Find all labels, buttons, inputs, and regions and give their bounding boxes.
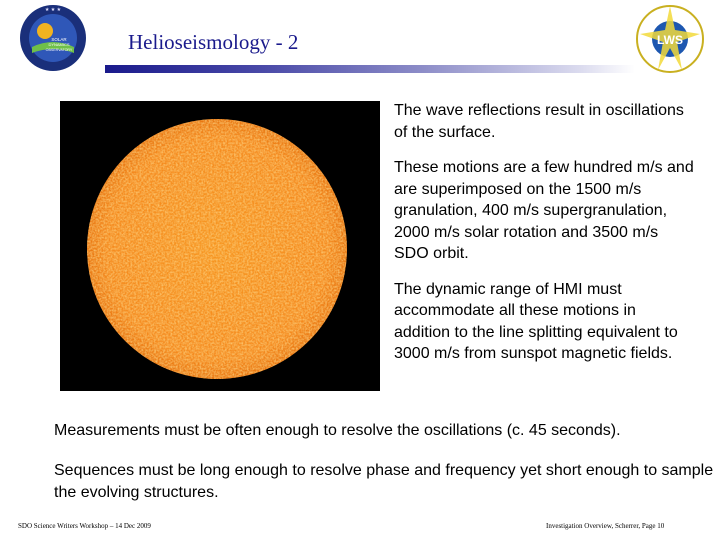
paragraph-dynamic-range: The dynamic range of HMI must accommodate all these motions in addition to the line splitting equivalent to 3000 m/s from sunspot magnetic fields. bbox=[394, 280, 678, 362]
title-underline-bar bbox=[105, 65, 635, 73]
svg-text:★ ★ ★: ★ ★ ★ bbox=[44, 7, 62, 13]
bottom-text-block bbox=[54, 420, 714, 522]
lws-logo bbox=[630, 0, 710, 78]
paragraph-motions: These motions are a few hundred m/s and are superimposed on the 1500 m/s granulation, 400 m/s supergranulation, 2000 m/s solar rotation and 3500 m/s SDO orbit. bbox=[394, 159, 694, 262]
doppler-sun-image bbox=[60, 101, 380, 391]
svg-text:SOLAR: SOLAR bbox=[51, 37, 67, 42]
paragraph-measurements: Measurements must be often enough to resolve the oscillations (c. 45 seconds). bbox=[54, 422, 621, 439]
svg-text:DYNAMICS: DYNAMICS bbox=[48, 42, 70, 47]
slide-title: Helioseismology - 2 bbox=[128, 30, 299, 54]
svg-text:OBSERVATORY: OBSERVATORY bbox=[45, 48, 73, 52]
right-text-column bbox=[394, 100, 694, 379]
paragraph-sequences: Sequences must be long enough to resolve phase and frequency yet short enough to sample the evolving structures. bbox=[54, 462, 714, 501]
footer-left: SDO Science Writers Workshop – 14 Dec 2009 bbox=[18, 522, 151, 530]
svg-text:LWS: LWS bbox=[657, 33, 683, 47]
sdo-logo bbox=[18, 3, 88, 73]
paragraph-wave-reflections: The wave reflections result in oscillations of the surface. bbox=[394, 102, 684, 141]
footer-right: Investigation Overview, Scherrer, Page 10 bbox=[546, 522, 665, 530]
